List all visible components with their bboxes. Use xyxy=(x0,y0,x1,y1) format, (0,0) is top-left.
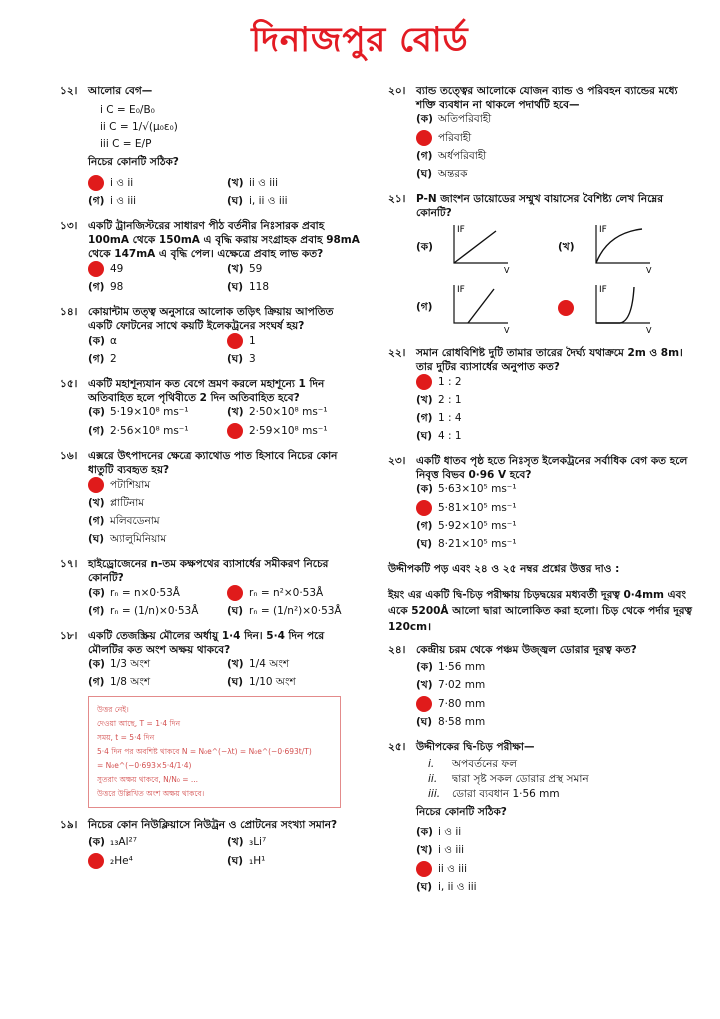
option-text: rₙ = n²×0·53Å xyxy=(249,586,324,599)
option-text: 8·58 mm xyxy=(438,716,486,728)
question-text: হাইড্রোজেনের n-তম কক্ষপথের ব্যাসার্ধের সমীকরণ নিচের কোনটি? xyxy=(88,558,329,584)
answer-option xyxy=(227,333,360,349)
option-text: মলিবডেনাম xyxy=(110,515,160,527)
option-label: (ক) xyxy=(88,658,105,670)
option-text: অতিপরিবাহী xyxy=(438,113,492,125)
option-text: 1/4 অংশ xyxy=(249,658,290,670)
answer-option xyxy=(227,604,360,619)
option-label: (ঘ) xyxy=(227,676,244,688)
option-label: (ক) xyxy=(416,113,433,125)
question-number: ১৯। xyxy=(60,819,78,831)
option-text: 1/8 অংশ xyxy=(110,676,151,688)
question-number: ২০। xyxy=(388,85,406,97)
answer-option xyxy=(88,835,221,850)
option-text: 2·50×10⁸ ms⁻¹ xyxy=(249,406,328,418)
option-label: (ঘ) xyxy=(88,533,105,545)
question-text: সমান রোধবিশিষ্ট দুটি তামার তারের দৈর্ঘ্য যথাক্রমে 2m ও 8m। তার দুটির ব্যাসার্ধের অনুপাত কত? xyxy=(416,347,683,373)
option-text: ₃Li⁷ xyxy=(249,836,267,848)
note-line: উত্তর নেই। xyxy=(97,705,129,714)
option-label: (খ) xyxy=(227,836,244,848)
option-text: 2 : 1 xyxy=(438,394,462,406)
answer-option xyxy=(227,194,360,209)
graph-option xyxy=(558,220,700,276)
answer-option xyxy=(227,423,360,439)
option-text: rₙ = n×0·53Å xyxy=(110,586,180,599)
axis-label-x: V xyxy=(504,326,510,335)
question-number: ২২। xyxy=(388,347,406,359)
question-text: নিচের কোন নিউক্লিয়াসে নিউট্রন ও প্রোটনের সংখ্যা সমান? xyxy=(88,819,338,831)
answer-option xyxy=(227,853,360,869)
statement-item: i. অপবর্তনের ফল xyxy=(428,758,518,770)
answer-option xyxy=(416,660,700,675)
graph-option xyxy=(558,280,700,336)
option-text: ii ও iii xyxy=(249,176,278,189)
option-label: (গ) xyxy=(88,605,105,617)
answer-option xyxy=(88,405,221,420)
correct-answer-mark xyxy=(227,423,243,439)
correct-answer-mark xyxy=(558,300,574,316)
answer-option xyxy=(227,261,360,277)
answer-options xyxy=(88,175,360,209)
answer-options xyxy=(88,261,360,295)
option-label: (ক) xyxy=(416,240,433,253)
option-text: 1/3 অংশ xyxy=(110,658,151,670)
note-line: সুতরাং অক্ষয় থাকবে, N/N₀ = ... xyxy=(97,775,199,784)
graph-options xyxy=(416,220,700,336)
option-label: (খ) xyxy=(416,679,433,691)
correct-answer-mark xyxy=(88,175,104,191)
option-text: i ও iii xyxy=(110,195,137,207)
question-number: ২৩। xyxy=(388,455,406,467)
answer-option xyxy=(416,715,700,730)
answer-option xyxy=(88,585,221,601)
option-text: ii ও iii xyxy=(438,862,467,875)
iv-graph xyxy=(586,221,656,275)
answer-options xyxy=(416,482,700,552)
question-number: ১৮। xyxy=(60,630,78,642)
option-label: (গ) xyxy=(88,424,105,437)
answer-option xyxy=(416,149,700,164)
answer-option xyxy=(88,194,221,209)
answer-option xyxy=(227,675,360,690)
question-18 xyxy=(60,629,360,808)
statement-item: iii C = E/P xyxy=(100,138,152,150)
graph-option xyxy=(416,280,558,336)
option-text: 5·19×10⁸ ms⁻¹ xyxy=(110,406,189,418)
left-column xyxy=(60,84,360,879)
option-text: 1·56 mm xyxy=(438,661,486,673)
option-text: 49 xyxy=(110,262,124,275)
correct-answer-mark xyxy=(88,477,104,493)
option-text: rₙ = (1/n²)×0·53Å xyxy=(249,605,342,617)
option-text: প্লাটিনাম xyxy=(110,497,145,509)
option-text: 3 xyxy=(249,353,256,365)
answer-option xyxy=(88,604,221,619)
option-text: পরিবাহী xyxy=(438,131,472,144)
answer-option xyxy=(88,657,221,672)
answer-option xyxy=(88,261,221,277)
option-text: 4 : 1 xyxy=(438,430,462,442)
option-label: (ঘ) xyxy=(416,538,433,550)
question-text: একটি মহাশূন্যযান কত বেগে ভ্রমণ করলে মহাশূন্যে 1 দিন অতিবাহিত হলে পৃথিবীতে 2 দিন অতিবাহিত হবে? xyxy=(88,378,325,404)
question-22 xyxy=(388,346,700,444)
question-number: ১৩। xyxy=(60,220,78,232)
option-text: 1 : 4 xyxy=(438,412,462,424)
answer-option xyxy=(416,374,700,390)
option-text: i, ii ও iii xyxy=(438,881,477,893)
axis-label-y: IF xyxy=(599,225,607,235)
question-text: একটি ধাতব পৃষ্ঠ হতে নিঃসৃত ইলেকট্রনের সর্বাধিক বেগ কত হলে নিবৃত্ত বিভব 0·96 V হবে? xyxy=(416,455,688,481)
axis-label-x: V xyxy=(504,266,510,275)
statement-item: ii. দ্বারা সৃষ্ট সকল ডোরার প্রস্থ সমান xyxy=(428,773,589,785)
correct-answer-mark xyxy=(416,696,432,712)
answer-options xyxy=(88,585,360,619)
option-label: (ঘ) xyxy=(227,281,244,293)
answer-options xyxy=(416,112,700,182)
answer-option xyxy=(227,585,360,601)
answer-option xyxy=(416,537,700,552)
option-text: 5·63×10⁵ ms⁻¹ xyxy=(438,483,517,495)
option-label: (গ) xyxy=(88,195,105,207)
option-text: 8·21×10⁵ ms⁻¹ xyxy=(438,538,517,550)
question-text: উদ্দীপকের দ্বি-চিড় পরীক্ষা— xyxy=(416,741,535,753)
option-text: ₁H¹ xyxy=(249,854,266,867)
option-text: ₁₃Al²⁷ xyxy=(110,836,137,848)
option-label: (গ) xyxy=(416,520,433,532)
answer-option xyxy=(227,835,360,850)
option-text: 59 xyxy=(249,262,263,275)
answer-option xyxy=(88,514,360,529)
option-text: i, ii ও iii xyxy=(249,195,288,207)
question-text: একটি ট্রানজিস্টরের সাধারণ পীঠ বর্তনীর নিঃসারক প্রবাহ 100mA থেকে 150mA এ বৃদ্ধি করায় সংগ্রাহক প্রবাহ 98mA থেকে 147mA এ বৃদ্ধি পেল। এক্ষেত্রে প্রবাহ লাভ কত? xyxy=(88,220,360,260)
option-label: (ক) xyxy=(88,406,105,418)
option-label: (গ) xyxy=(416,150,433,162)
option-label: (ক) xyxy=(88,836,105,848)
option-text: 2·59×10⁸ ms⁻¹ xyxy=(249,424,328,437)
option-label: (ঘ) xyxy=(416,430,433,442)
answer-option xyxy=(227,175,360,191)
option-label: (গ) xyxy=(88,515,105,527)
question-text: কেন্দ্রীয় চরম থেকে পঞ্চম উজ্জ্বল ডোরার দূরত্ব কত? xyxy=(416,644,637,656)
question-17 xyxy=(60,557,360,619)
statement-item: ii C = 1/√(μ₀ε₀) xyxy=(100,121,178,133)
option-label: (খ) xyxy=(227,176,244,189)
answer-option xyxy=(88,280,221,295)
answer-option xyxy=(416,678,700,693)
option-label: (ক) xyxy=(88,586,105,599)
graph-option xyxy=(416,220,558,276)
question-text: কোয়ান্টাম তত্ত্ব অনুসারে আলোক তড়িৎ ক্রিয়ায় আপতিত একটি ফোটনের সাথে কয়টি ইলেকট্রনের সংঘর্ষ হয়? xyxy=(88,306,334,332)
answer-option xyxy=(227,657,360,672)
option-label: (ক) xyxy=(88,334,105,347)
question-text: এক্সরে উৎপাদনের ক্ষেত্রে ক্যাথোড পাত হিসাবে নিচের কোন ধাতুটি ব্যবহৃত হয়? xyxy=(88,450,338,476)
option-label: (খ) xyxy=(416,394,433,406)
question-number: ১২। xyxy=(60,85,78,97)
option-text: rₙ = (1/n)×0·53Å xyxy=(110,605,199,617)
option-label: (ঘ) xyxy=(227,605,244,617)
option-text: 1 xyxy=(249,334,256,347)
answer-options xyxy=(88,657,360,690)
question-text: ব্যান্ড তত্ত্বের আলোকে যোজন ব্যান্ড ও পরিবহন ব্যান্ডের মধ্যে শক্তি ব্যবধান না থাকলে পদার্থটি হবে— xyxy=(416,85,678,111)
question-15 xyxy=(60,377,360,439)
option-text: পটাশিয়াম xyxy=(110,478,151,491)
option-label: (ঘ) xyxy=(227,854,244,867)
question-ask: নিচের কোনটি সঠিক? xyxy=(416,806,507,818)
option-label: (গ) xyxy=(416,412,433,424)
option-text: ₂He⁴ xyxy=(110,854,133,867)
axis-label-y: IF xyxy=(457,285,465,295)
option-label: (ঘ) xyxy=(416,716,433,728)
option-label: (ঘ) xyxy=(227,195,244,207)
answer-option xyxy=(416,825,700,840)
option-text: 5·92×10⁵ ms⁻¹ xyxy=(438,520,517,532)
correct-answer-mark xyxy=(416,500,432,516)
answer-options xyxy=(88,333,360,367)
option-text: 7·80 mm xyxy=(438,697,486,710)
option-text: 1/10 অংশ xyxy=(249,676,296,688)
answer-option xyxy=(88,675,221,690)
question-text: P-N জাংশন ডায়োডের সম্মুখ বায়াসের বৈশিষ্ট্য লেখ নিম্নের কোনটি? xyxy=(416,193,663,219)
option-text: 98 xyxy=(110,281,124,293)
option-text: 1 : 2 xyxy=(438,375,462,388)
option-label: (ক) xyxy=(416,661,433,673)
answer-options xyxy=(416,374,700,444)
answer-option xyxy=(416,393,700,408)
answer-option xyxy=(416,167,700,182)
iv-graph xyxy=(444,221,514,275)
option-label: (খ) xyxy=(227,262,244,275)
answer-option xyxy=(88,532,360,547)
passage-intro: উদ্দীপকটি পড় এবং ২৪ ও ২৫ নম্বর প্রশ্নের উত্তর দাও : xyxy=(388,563,620,575)
question-number: ১৬। xyxy=(60,450,78,462)
question-text: আলোর বেগ— xyxy=(88,85,153,97)
correct-answer-mark xyxy=(416,374,432,390)
option-label: (গ) xyxy=(88,676,105,688)
option-label: (গ) xyxy=(88,353,105,365)
solution-note xyxy=(88,696,341,808)
axis-label-x: V xyxy=(646,326,652,335)
option-label: (খ) xyxy=(558,240,575,253)
option-text: অ্যালুমিনিয়াম xyxy=(110,533,167,545)
answer-option xyxy=(416,429,700,444)
option-text: i ও ii xyxy=(438,826,462,838)
option-label: (ঘ) xyxy=(416,168,433,180)
answer-option xyxy=(88,853,221,869)
correct-answer-mark xyxy=(88,261,104,277)
question-25 xyxy=(388,740,700,895)
graph-curve xyxy=(454,231,496,263)
note-line: = N₀e^(−0·693×5·4/1·4) xyxy=(97,761,192,770)
question-13 xyxy=(60,219,360,295)
option-text: 118 xyxy=(249,281,270,293)
graph-curve xyxy=(468,289,494,323)
iv-graph xyxy=(444,281,514,335)
question-number: ২১। xyxy=(388,193,406,205)
axis-label-x: V xyxy=(646,266,652,275)
option-text: i ও ii xyxy=(110,176,134,189)
answer-option xyxy=(416,130,700,146)
answer-options xyxy=(88,405,360,439)
option-label: (ঘ) xyxy=(227,353,244,365)
option-text: 7·02 mm xyxy=(438,679,486,691)
option-label: (খ) xyxy=(227,406,244,418)
question-21 xyxy=(388,192,700,336)
question-text: একটি তেজস্ক্রিয় মৌলের অর্ধায়ু 1·4 দিন। 5·4 দিন পরে মৌলটির কত অংশ অক্ষয় থাকবে? xyxy=(88,630,325,656)
question-number: ২৫। xyxy=(388,741,406,753)
answer-option xyxy=(416,696,700,712)
right-column xyxy=(388,84,700,905)
option-label: (খ) xyxy=(227,658,244,670)
axis-label-y: IF xyxy=(599,285,607,295)
option-label: (খ) xyxy=(88,497,105,509)
question-number: ২৪। xyxy=(388,644,406,656)
question-14 xyxy=(60,305,360,367)
passage-text: ইয়ং এর একটি দ্বি-চিড় পরীক্ষায় চিড়দ্বয়ের মধ্যবর্তী দূরত্ব 0·4mm এবং একে 5200Å আলো দ্বারা আলোকিত করা হলো। চিড় থেকে পর্দার দূরত্ব 120cm। xyxy=(388,589,693,633)
answer-option xyxy=(416,519,700,534)
question-16 xyxy=(60,449,360,547)
option-label: (গ) xyxy=(88,281,105,293)
answer-option xyxy=(88,477,360,493)
answer-option xyxy=(88,352,221,367)
question-number: ১৪। xyxy=(60,306,78,318)
correct-answer-mark xyxy=(416,861,432,877)
note-line: সময়, t = 5·4 দিন xyxy=(97,733,155,742)
correct-answer-mark xyxy=(227,585,243,601)
question-19 xyxy=(60,818,360,869)
axis-label-y: IF xyxy=(457,225,465,235)
question-12 xyxy=(60,84,360,209)
question-number: ১৭। xyxy=(60,558,78,570)
option-text: অর্ধপরিবাহী xyxy=(438,150,487,162)
option-text: 2·56×10⁸ ms⁻¹ xyxy=(110,424,189,437)
correct-answer-mark xyxy=(416,130,432,146)
option-label: (খ) xyxy=(416,844,433,856)
statement-item: i C = E₀/B₀ xyxy=(100,104,155,116)
option-text: অন্তরক xyxy=(438,168,468,180)
answer-options xyxy=(88,477,360,547)
answer-option xyxy=(416,861,700,877)
answer-option xyxy=(416,843,700,858)
answer-options xyxy=(88,835,360,869)
board-title: দিনাজপুর বোর্ড xyxy=(251,20,469,60)
answer-option xyxy=(88,496,360,511)
answer-option xyxy=(88,175,221,191)
answer-option xyxy=(416,482,700,497)
question-24 xyxy=(388,643,700,730)
option-text: i ও iii xyxy=(438,844,465,856)
answer-option xyxy=(416,112,700,127)
answer-option xyxy=(227,405,360,420)
option-text: 2 xyxy=(110,353,117,365)
question-23 xyxy=(388,454,700,552)
option-label: (গ) xyxy=(416,300,433,313)
note-line: দেওয়া আছে, T = 1·4 দিন xyxy=(97,719,181,728)
question-number: ১৫। xyxy=(60,378,78,390)
answer-option xyxy=(227,352,360,367)
answer-option xyxy=(88,423,221,439)
answer-options xyxy=(416,660,700,730)
answer-option xyxy=(227,280,360,295)
statement-list xyxy=(428,757,700,802)
note-line: 5·4 দিন পর অবশিষ্ট থাকবে N = N₀e^(−λt) = N₀e^(−0·693t/T) xyxy=(97,747,312,756)
note-line: উত্তরে উল্লিখিত অংশ অক্ষয় থাকবে। xyxy=(97,789,205,798)
correct-answer-mark xyxy=(88,853,104,869)
option-label: (ক) xyxy=(416,483,433,495)
answer-option xyxy=(88,333,221,349)
option-text: α xyxy=(110,334,117,347)
statement-item: iii. ডোরা ব্যবধান 1·56 mm xyxy=(428,788,560,800)
answer-option xyxy=(416,500,700,516)
correct-answer-mark xyxy=(227,333,243,349)
answer-options xyxy=(416,825,700,895)
option-label: (ক) xyxy=(416,826,433,838)
answer-option xyxy=(416,880,700,895)
question-20 xyxy=(388,84,700,182)
question-ask: নিচের কোনটি সঠিক? xyxy=(88,156,179,168)
iv-graph xyxy=(586,281,656,335)
answer-option xyxy=(416,411,700,426)
option-text: 5·81×10⁵ ms⁻¹ xyxy=(438,501,517,514)
option-label: (ঘ) xyxy=(416,881,433,893)
